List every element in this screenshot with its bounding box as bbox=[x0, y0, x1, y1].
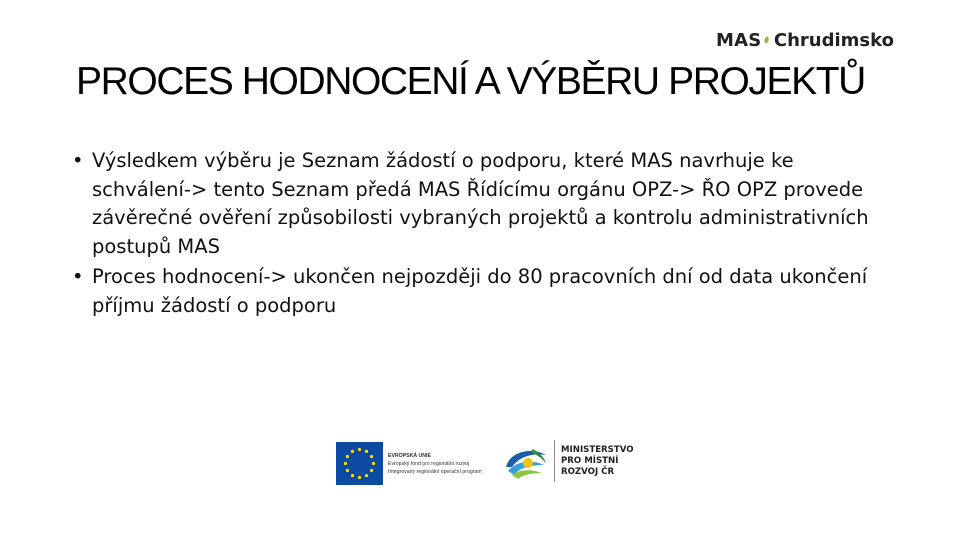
mas-chrudimsko-logo bbox=[716, 22, 894, 58]
mmr-line-3: ROZVOJ ČR bbox=[561, 466, 615, 477]
eu-title: EVROPSKÁ UNIE bbox=[388, 452, 431, 459]
bullet-item bbox=[72, 147, 892, 261]
logo-chrudimsko-text: Chrudimsko bbox=[773, 29, 894, 51]
leaf-icon bbox=[763, 26, 771, 54]
logo-mas-text: MAS bbox=[716, 29, 762, 51]
eu-logo-text bbox=[388, 452, 498, 476]
eu-fund: Evropský fond pro regionální rozvoj bbox=[388, 460, 470, 467]
bullet-dot: • bbox=[72, 149, 84, 172]
eu-flag-icon bbox=[336, 442, 383, 485]
mmr-logo-text bbox=[561, 445, 634, 478]
bullet-text: Proces hodnocení-> ukončen nejpozději do 80 pracovních dní od data ukončení příjmu žádostí o podporu bbox=[92, 265, 868, 317]
bullet-item bbox=[72, 263, 892, 320]
bullet-dot: • bbox=[72, 265, 84, 288]
eu-program: Integrovaný regionální operační program bbox=[388, 468, 482, 475]
slide-title: PROCES HODNOCENÍ A VÝBĚRU PROJEKTŮ bbox=[76, 60, 865, 103]
mmr-divider bbox=[554, 440, 555, 482]
bullet-text: Výsledkem výběru je Seznam žádostí o podporu, které MAS navrhuje ke schválení-> tento Seznam předá MAS Řídícímu orgánu OPZ-> ŘO OPZ provede závěrečné ověření způsobilosti vybraných projektů a kontrolu administrativních postupů MAS bbox=[92, 149, 869, 258]
mmr-logo bbox=[502, 440, 634, 482]
eu-logo bbox=[336, 442, 498, 485]
mmr-line-1: MINISTERSTVO bbox=[561, 444, 634, 455]
bullet-list bbox=[72, 147, 892, 322]
mmr-emblem-icon bbox=[502, 441, 550, 481]
mmr-line-2: PRO MÍSTNÍ bbox=[561, 455, 619, 466]
